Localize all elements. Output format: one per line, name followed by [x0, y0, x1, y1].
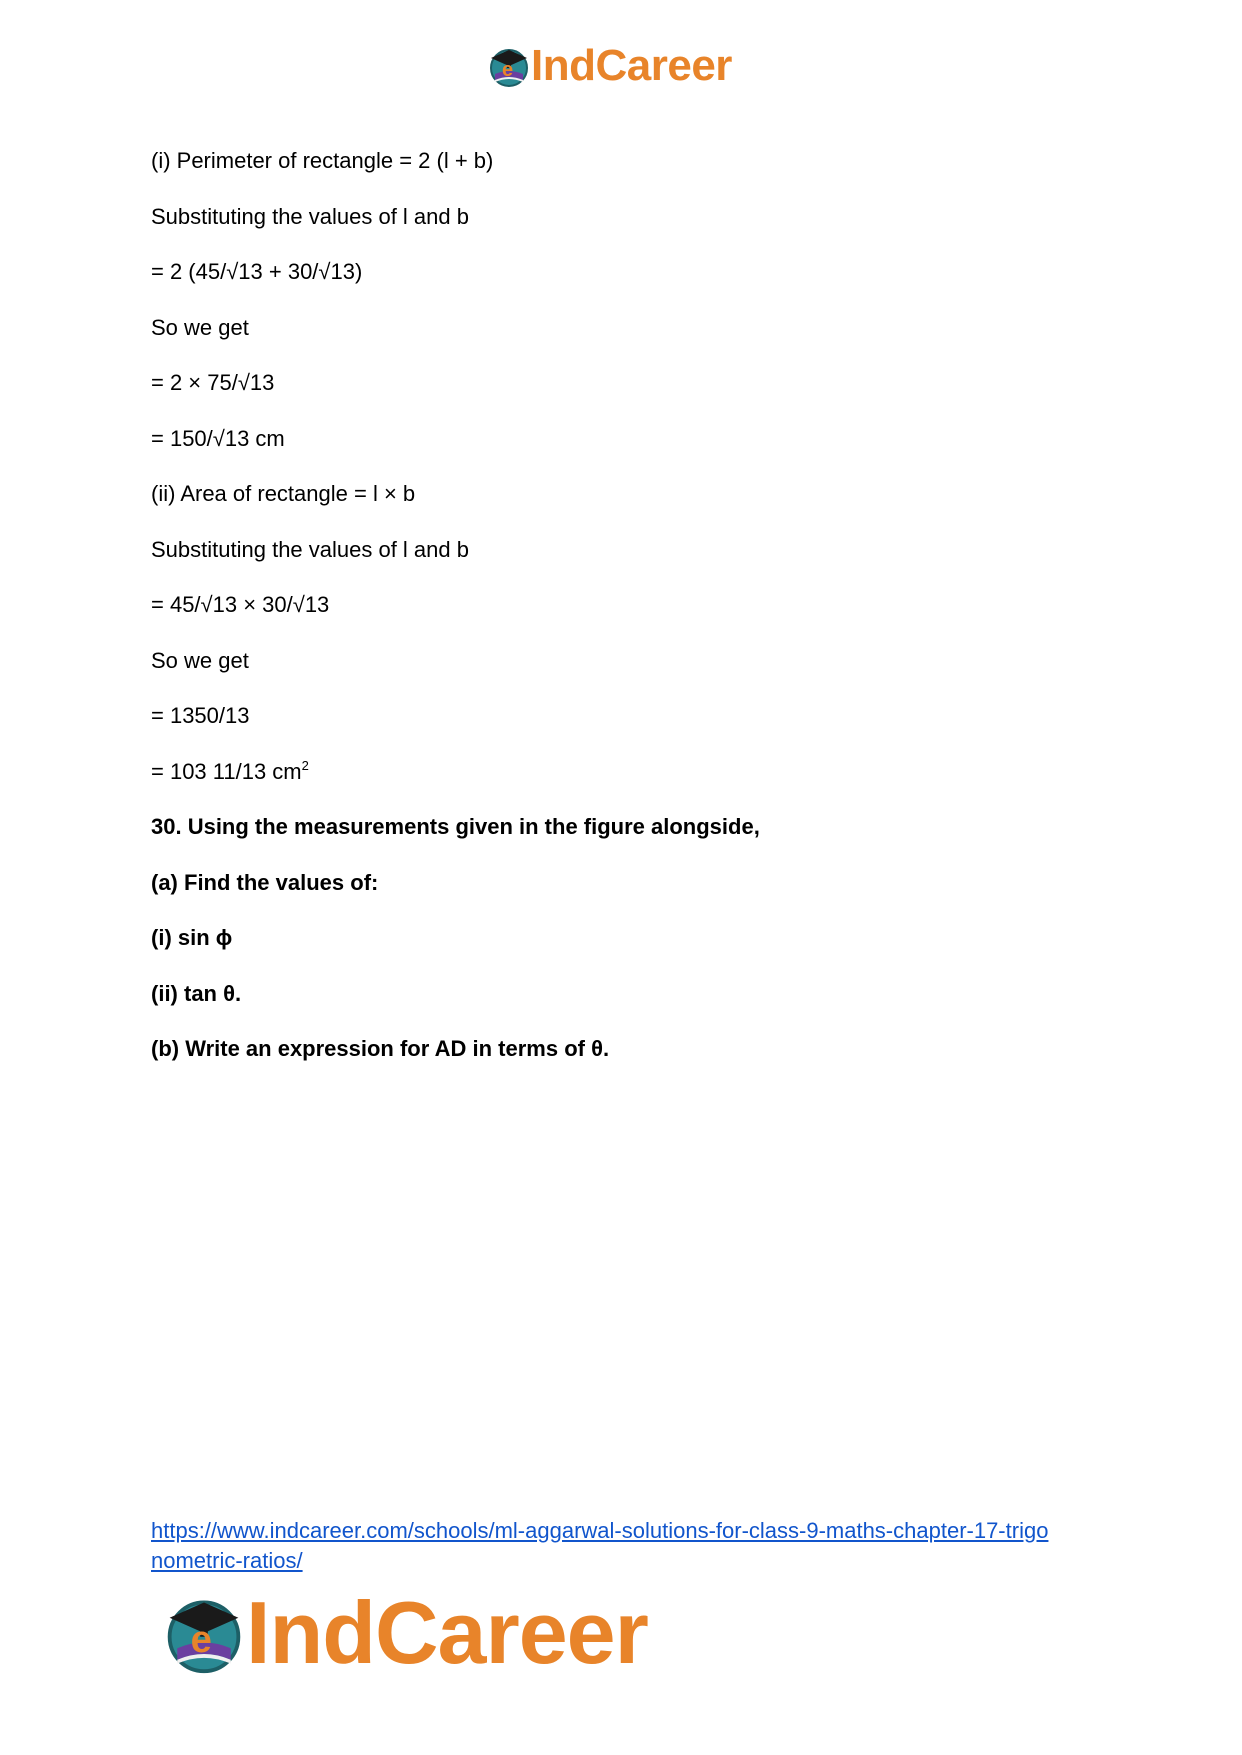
solution-line	[151, 148, 1111, 174]
solution-line	[151, 759, 1111, 785]
header-logo	[487, 42, 732, 90]
document-body	[151, 148, 1111, 1092]
line-text: = 2 × 75/√13	[151, 370, 275, 395]
line-text: Substituting the values of l and b	[151, 536, 469, 562]
solution-line	[151, 537, 1111, 563]
line-text: Substituting the values of l and b	[151, 203, 469, 229]
logo-text: IndCareer	[531, 41, 732, 90]
line-text: = 45/√13 × 30/√13	[151, 592, 330, 617]
line-text: = 2 (45/√13 + 30/√13)	[151, 259, 363, 284]
solution-line	[151, 426, 1111, 452]
solution-line	[151, 204, 1111, 230]
question-line	[151, 1036, 1111, 1062]
solution-line	[151, 259, 1111, 285]
solution-line	[151, 315, 1111, 341]
footer-logo	[162, 1583, 648, 1682]
question-line	[151, 925, 1111, 951]
source-link-line2[interactable]: nometric-ratios/	[151, 1548, 303, 1573]
graduation-cap-book-icon	[487, 44, 531, 88]
solution-line	[151, 703, 1111, 729]
line-text: = 1350/13	[151, 703, 250, 728]
line-text: (i) Perimeter of rectangle = 2 (l + b)	[151, 148, 494, 173]
line-text: (b) Write an expression for AD in terms of θ.	[151, 1036, 610, 1061]
line-text: = 150/√13 cm	[151, 425, 285, 451]
solution-line	[151, 370, 1111, 396]
line-text: 30. Using the measurements given in the figure alongside,	[151, 814, 760, 839]
source-link-line1[interactable]: https://www.indcareer.com/schools/ml-aggarwal-solutions-for-class-9-maths-chapter-17-trigo	[151, 1518, 1049, 1543]
question-line	[151, 981, 1111, 1007]
source-link[interactable]	[151, 1516, 1111, 1576]
solution-line	[151, 592, 1111, 618]
superscript: 2	[301, 757, 309, 773]
line-text: = 103 11/13 cm	[151, 758, 302, 784]
line-text: So we get	[151, 647, 249, 673]
line-text: (i) sin ϕ	[151, 925, 233, 950]
solution-line	[151, 648, 1111, 674]
question-line	[151, 814, 1111, 840]
question-line	[151, 870, 1111, 896]
line-text: So we get	[151, 314, 249, 340]
logo-text: IndCareer	[246, 1583, 648, 1682]
line-text: (ii) tan θ.	[151, 980, 242, 1006]
solution-line	[151, 481, 1111, 507]
line-text: (a) Find the values of:	[151, 869, 379, 895]
graduation-cap-book-icon	[162, 1591, 246, 1675]
line-text: (ii) Area of rectangle = l × b	[151, 481, 416, 506]
svg-text:e: e	[502, 59, 514, 81]
svg-text:e: e	[190, 1618, 212, 1662]
